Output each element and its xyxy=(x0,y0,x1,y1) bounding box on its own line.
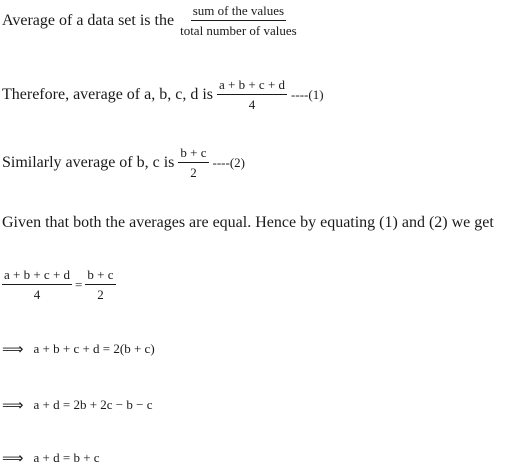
fraction-numerator: sum of the values xyxy=(191,4,286,21)
step-line-2 xyxy=(2,396,152,414)
fraction-denominator: 4 xyxy=(33,287,41,302)
average-abcd-text: Therefore, average of a, b, c, d is xyxy=(2,85,213,103)
step-text-3: a + d = b + c xyxy=(33,450,100,465)
implies-symbol: ⟹ xyxy=(2,449,24,467)
average-abcd-fraction xyxy=(217,78,287,111)
given-statement-text: Given that both the averages are equal. Hence by equating (1) and (2) we get xyxy=(2,214,494,231)
average-definition-fraction xyxy=(178,4,299,37)
average-definition-line xyxy=(2,4,299,37)
equation-tag-2: ----(2) xyxy=(212,154,245,170)
equals-sign: = xyxy=(75,276,83,292)
average-bc-text: Similarly average of b, c is xyxy=(2,153,175,171)
fraction-numerator: a + b + c + d xyxy=(2,268,72,285)
equated-fractions-line xyxy=(2,268,116,301)
implies-symbol: ⟹ xyxy=(2,340,24,358)
fraction-denominator: 2 xyxy=(97,287,104,302)
average-bc-line xyxy=(2,146,245,179)
left-fraction xyxy=(2,268,72,301)
average-definition-text: Average of a data set is the xyxy=(2,11,175,29)
implies-symbol: ⟹ xyxy=(2,396,24,414)
average-bc-fraction xyxy=(178,146,208,179)
fraction-denominator: 2 xyxy=(190,165,197,180)
step-text-2: a + d = 2b + 2c − b − c xyxy=(33,397,153,412)
step-line-3 xyxy=(2,449,100,467)
average-abcd-line xyxy=(2,78,324,111)
fraction-numerator: a + b + c + d xyxy=(217,78,287,95)
fraction-numerator: b + c xyxy=(85,268,115,285)
step-text-1: a + b + c + d = 2(b + c) xyxy=(33,341,155,356)
step-line-1 xyxy=(2,340,155,358)
fraction-denominator: 4 xyxy=(248,97,256,112)
fraction-denominator: total number of values xyxy=(180,23,297,38)
given-statement-line xyxy=(2,214,494,232)
fraction-numerator: b + c xyxy=(178,146,208,163)
right-fraction xyxy=(85,268,115,301)
equation-tag-1: ----(1) xyxy=(291,86,324,102)
